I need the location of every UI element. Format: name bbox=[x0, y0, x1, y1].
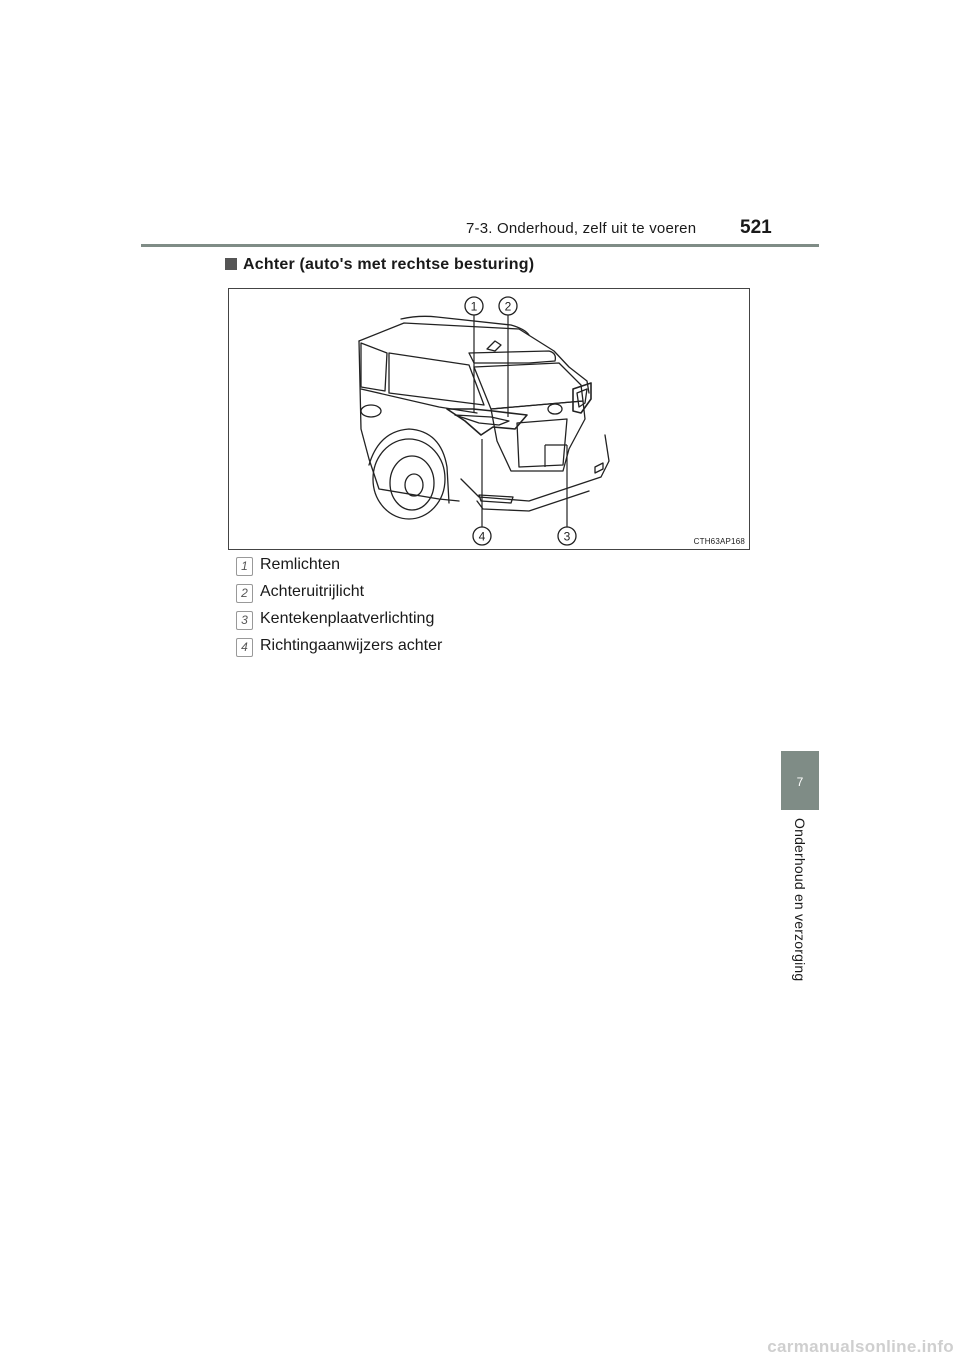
callout-2-label: 2 bbox=[504, 299, 512, 314]
rear-wheel-hub bbox=[405, 474, 423, 496]
spoiler bbox=[469, 351, 555, 363]
figure-code: CTH63AP168 bbox=[693, 537, 745, 546]
tailgate bbox=[491, 401, 585, 471]
legend-number: 4 bbox=[236, 638, 253, 657]
legend-label: Kentekenplaatverlichting bbox=[260, 610, 435, 627]
tail-lamp-left bbox=[447, 409, 527, 435]
car-rear-drawing bbox=[229, 289, 749, 549]
license-plate-recess bbox=[517, 419, 567, 467]
wheel-arch bbox=[369, 429, 449, 503]
legend-label: Achteruitrijlicht bbox=[260, 583, 365, 600]
page-number: 521 bbox=[740, 217, 772, 238]
chapter-label bbox=[786, 818, 814, 993]
rear-wheel-rim bbox=[390, 456, 434, 510]
body-side bbox=[359, 341, 459, 501]
square-bullet-icon bbox=[225, 258, 237, 270]
legend-number: 2 bbox=[236, 584, 253, 603]
legend-number: 3 bbox=[236, 611, 253, 630]
legend-label: Remlichten bbox=[260, 556, 341, 573]
watermark-text: carmanualsonline.info bbox=[767, 1337, 954, 1356]
section-heading-text: Achter (auto's met rechtse besturing) bbox=[243, 256, 535, 273]
roof-antenna bbox=[487, 341, 501, 351]
side-window-rear bbox=[389, 353, 484, 405]
header-divider bbox=[141, 244, 819, 247]
emblem bbox=[548, 404, 562, 414]
legend-label: Richtingaanwijzers achter bbox=[260, 637, 443, 654]
callout-4-label: 4 bbox=[478, 529, 486, 544]
section-title: 7-3. Onderhoud, zelf uit te voeren bbox=[466, 220, 697, 237]
reflector-right bbox=[595, 463, 603, 473]
legend-number: 1 bbox=[236, 557, 253, 576]
callout-1-label: 1 bbox=[470, 299, 478, 314]
car-rear-illustration bbox=[228, 288, 750, 550]
chapter-tab: 7 bbox=[781, 751, 819, 810]
fuel-lid bbox=[361, 405, 381, 417]
callout-3-label: 3 bbox=[563, 529, 571, 544]
chapter-label-text: Onderhoud en verzorging bbox=[792, 818, 808, 982]
watermark-bar bbox=[0, 1336, 960, 1358]
section-heading bbox=[225, 256, 534, 274]
side-window-front bbox=[361, 343, 387, 391]
bumper-lower bbox=[477, 491, 589, 511]
